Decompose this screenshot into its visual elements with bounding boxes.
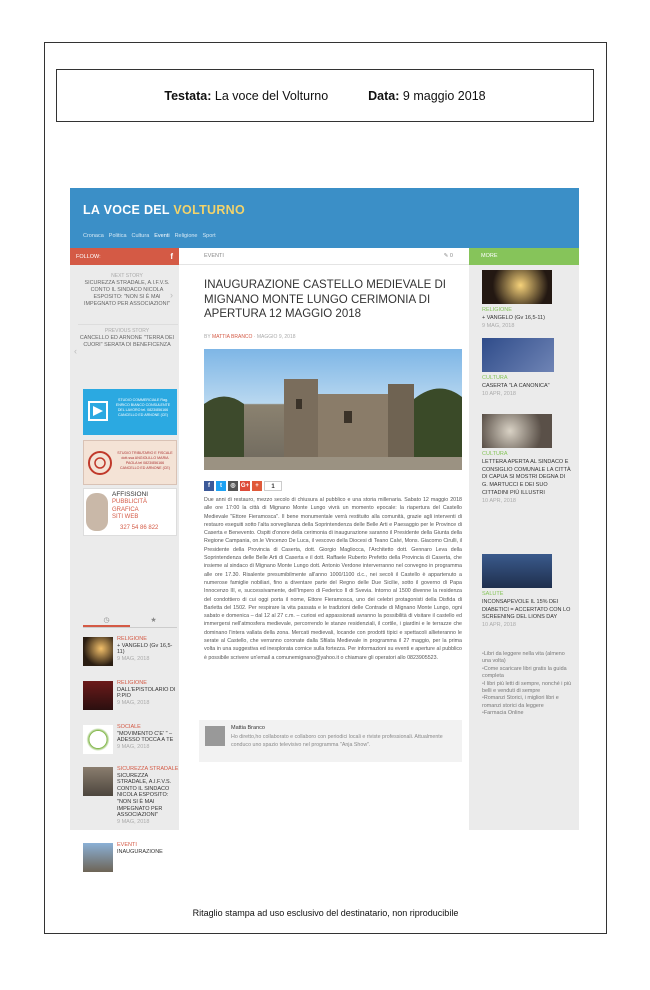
item-category: CULTURA	[482, 451, 508, 457]
article-byline	[204, 334, 296, 340]
list-item[interactable]	[83, 842, 177, 882]
castle-photo	[204, 349, 462, 470]
article-meta-bar	[179, 248, 469, 265]
data-label: Data:	[368, 88, 400, 103]
author-box	[199, 720, 462, 762]
share-bar	[204, 481, 282, 491]
thumbnail	[482, 270, 552, 304]
ad3-title: AFFISSIONI	[112, 491, 149, 498]
thumbnail	[482, 338, 554, 372]
author-bio: Ho diretto,ho collaborato e collaboro con periodici locali e riviste professionali. Attualmente conduco uno spazio televisivo nel programma "Anja Show".	[231, 734, 443, 748]
item-date: 9 MAG, 2018	[117, 655, 150, 662]
item-date: 9 MAG, 2018	[117, 743, 150, 750]
item-category: SALUTE	[482, 591, 504, 597]
sidebar-tabs	[83, 614, 177, 628]
author-name[interactable]: Mattia Branco	[231, 725, 265, 731]
next-story-label: NEXT STORY	[111, 273, 143, 279]
item-date: 9 MAG, 2018	[117, 818, 150, 825]
article-title: INAUGURAZIONE CASTELLO MEDIEVALE DI MIGNANO MONTE LUNGO CERIMONIA DI APERTURA 12 MAGGIO 2018	[204, 279, 446, 320]
item-title: "MOVIMENTO C'E' " – ADESSO TOCCA A TE	[117, 730, 174, 744]
article-column	[179, 248, 469, 830]
byline-date: · MAGGIO 9, 2018	[252, 334, 296, 340]
list-item[interactable]	[482, 338, 572, 398]
item-title: INAUGURAZIONE	[117, 848, 163, 855]
list-item[interactable]	[83, 680, 177, 720]
nav-cultura[interactable]: Cultura	[131, 233, 150, 239]
thumbnail	[83, 637, 113, 666]
ad3-sub2: GRAFICA	[112, 507, 139, 513]
thumbnail	[83, 681, 113, 710]
ad2-text: STUDIO TRIBUTARIO E FISCALE dott.ssa ANGIOLILLO MARIA PAOLA tel 0823/856166 CANCELLO ED ARNONE (CE)	[117, 451, 173, 470]
testata-value: La voce del Volturno	[214, 88, 329, 103]
logo-text-yellow: VOLTURNO	[173, 203, 246, 217]
item-date: 10 APR, 2018	[482, 390, 516, 397]
ad-affissioni[interactable]	[83, 488, 177, 536]
previous-story[interactable]	[78, 328, 176, 349]
right-sidebar	[469, 248, 579, 830]
chevron-right-icon[interactable]: ›	[170, 290, 173, 300]
person-image	[86, 493, 108, 531]
follow-bar	[70, 248, 179, 265]
testata-label: Testata:	[164, 88, 212, 103]
link-item[interactable]: • Come scaricare libri gratis la guida completa	[482, 666, 574, 681]
nav-sport[interactable]: Sport	[202, 233, 216, 239]
item-category: EVENTI	[117, 842, 137, 848]
studio-logo-icon	[87, 400, 109, 422]
tab-recent-icon[interactable]: ◷	[83, 614, 130, 627]
item-category: RELIGIONE	[482, 307, 512, 313]
ad1-text: STUDIO COMMERCIALE Rag. ENRICO BIANCO CONSULENTE DEL LAVORO tel. 0823/856166 CANCELLO ED ARNONE (CE)	[115, 398, 171, 417]
nav-politica[interactable]: Politica	[108, 233, 127, 239]
byline-author[interactable]: MATTIA BRANCO	[211, 334, 253, 340]
previous-story-label: PREVIOUS STORY	[104, 328, 150, 334]
next-story-title: SICUREZZA STRADALE, A.I.F.V.S. CONTO IL SINDACO NICOLA ESPOSITO: "NON SI È MAI IMPEGNATO PER ASSOCIAZIONI"	[84, 280, 170, 307]
item-date: 9 MAG, 2018	[482, 322, 515, 329]
share-count: 1	[264, 481, 282, 491]
ad3-sub3: SITI WEB	[112, 514, 139, 520]
link-item[interactable]: • Romanzi Storici, i migliori libri e romanzi storici da leggere	[482, 695, 574, 710]
item-category: RELIGIONE	[117, 636, 147, 642]
item-title: DALL'EPISTOLARIO DI P.PIO	[117, 686, 176, 700]
next-story[interactable]	[78, 273, 176, 308]
thumbnail	[482, 554, 552, 588]
clipping-footer: Ritaglio stampa ad uso esclusivo del destinatario, non riproducibile	[192, 908, 459, 918]
logo-text-white: LA VOCE DEL	[83, 203, 174, 217]
site-logo[interactable]	[83, 203, 245, 217]
left-sidebar	[70, 248, 179, 855]
item-title: INCONSAPEVOLE IL 15% DEI DIABETICI = ACCERTATO CON LO SCREENING DEL LIONS DAY	[482, 598, 571, 621]
list-item[interactable]	[83, 636, 177, 676]
item-category: RELIGIONE	[117, 680, 147, 686]
item-date: 10 APR, 2018	[482, 622, 516, 629]
nav-eventi[interactable]: Eventi	[154, 233, 170, 239]
list-item[interactable]	[83, 766, 177, 836]
plus-share-icon[interactable]: +	[252, 481, 262, 491]
ad-studio-commerciale[interactable]	[83, 389, 177, 435]
article-body: Due anni di restauro, mezzo secolo di chiusura al pubblico e una storia millenaria. Sabato 12 maggio 2018 alle ore 17:00 la città di Mignano Monte Lungo vivrà un momento epocale: la riapertura del Castello Medievale "Ettore Fieramosca". Il bene monumentale verrà restituito alla comunità, grazie agli interventi di restauro eseguiti sotto l'alta sorveglianza della Soprintendenza delle Belle Arti e Paesaggio per le Province di Caserta e Benevento. Ospiti d'onore della cerimonia di inaugurazione saranno il Presidente della Giunta della Regione Campania, on.le Vincenzo De Luca, il vescovo della Diocesi di Teano Calvi, Mons. Giacomo Cirulli, il Presidente della Provincia di Caserta, dott. Giorgio Magliocca, l'Architetto dott. Gennaro Leva della Soprintendenza delle Belle Arti di Caserta e il dott. Raffaele Ruberto Prefetto della Provincia di Caserta, che insieme al sindaco di Mignano Monte Lungo dott. Antonio Verdone interverranno nel convegno in programma alle ore 17.30. Risalente presumibilmente all'anno 1000/1100 d.c., nei secoli il Castello è appartenuto a numerose famiglie nobiliari, fino a diventare parte del Regno delle Due Sicilie, sotto il governo di Papa Innocenzo III, e, successivamente, dell'Impero di Federico II di Svevia. Intorno al 1500 divenne la residenza del condottiero di cui oggi porta il nome, Ettore Fieramosca, uno dei celebri protagonisti della Disfida di Barletta del 1502. Per respirare la vita passata e le tradizioni delle Contrade di Mignano Monte Lungo, ogni sabato e domenica – dal 12 al 27 c.m. – curiosi ed appassionati avranno la possibilità di visitare il castello ed immergersi nell'atmosfera medievale, percorrendo le stanze residenziali, il cortile, i giardini e le terrazze che dominano l'intera vallata della zona. Mercati medievali, locande con prodotti tipici e spettacoli allieteranno le serate al Castello, che verranno coronate dalla Sfilata Medievale in programma il 27 maggio, per la prima volta in una suggestiva ed inesplorata cornice sulla fortezza. Per informazioni su eventi e aperture al pubblico è possibile scrivere un'email a comunemignano@yahoo.it o chiamare gli operatori allo 0823905523.	[204, 497, 462, 661]
comments-count[interactable]: ✎ 0	[443, 253, 453, 259]
link-item[interactable]: • I libri più letti di sempre, nonché i più belli e venduti di sempre	[482, 681, 574, 696]
data-value: 9 maggio 2018	[402, 88, 486, 103]
item-category: SOCIALE	[117, 724, 141, 730]
ad3-sub1: PUBBLICITÀ	[112, 499, 148, 505]
list-item[interactable]	[83, 724, 177, 764]
webpage-screenshot	[70, 188, 579, 855]
link-item[interactable]: • Farmacia Online	[482, 710, 574, 717]
list-item[interactable]	[482, 554, 572, 630]
follow-label: FOLLOW:	[76, 253, 101, 260]
item-title: SICUREZZA STRADALE, A.I.F.V.S. CONTO IL SINDACO NICOLA ESPOSITO: "NON SI È MAI IMPEGNATO PER ASSOCIAZIONI"	[117, 772, 172, 819]
item-title: + VANGELO (Gv 16,5-11)	[117, 642, 173, 656]
site-header	[70, 188, 579, 248]
item-date: 9 MAG, 2018	[117, 699, 150, 706]
ad3-phone: 327 54 86 822	[120, 525, 159, 531]
list-item[interactable]	[482, 270, 572, 330]
item-date: 10 APR, 2018	[482, 497, 516, 504]
item-category: CULTURA	[482, 375, 508, 381]
thumbnail	[83, 843, 113, 872]
chevron-left-icon[interactable]: ‹	[74, 346, 77, 356]
tab-popular-icon[interactable]: ★	[150, 617, 157, 624]
facebook-share-icon[interactable]: f	[204, 481, 214, 491]
nav-religione[interactable]: Religione	[174, 233, 198, 239]
previous-story-title: CANCELLO ED ARNONE "TERRA DEI CUORI" SERATA DI BENEFICENZA	[79, 335, 175, 348]
more-bar: MORE	[469, 248, 579, 265]
clipping-header	[56, 69, 594, 122]
item-title: CASERTA "LA CANONICA"	[482, 382, 550, 389]
ad-studio-tributario[interactable]	[83, 440, 177, 485]
section-label[interactable]: EVENTI	[204, 253, 224, 259]
twitter-share-icon[interactable]: t	[216, 481, 226, 491]
thumbnail	[482, 414, 552, 448]
email-share-icon[interactable]: ◎	[228, 481, 238, 491]
list-item[interactable]	[482, 414, 572, 506]
byline-prefix: BY	[204, 334, 212, 340]
facebook-icon[interactable]: f	[170, 252, 173, 261]
thumbnail	[83, 767, 113, 796]
thumbnail	[83, 725, 113, 754]
link-list	[482, 651, 574, 718]
tributario-logo-icon	[87, 450, 113, 476]
googleplus-share-icon[interactable]: G+	[240, 483, 250, 489]
nav-cronaca[interactable]: Cronaca	[83, 233, 104, 239]
main-nav	[83, 233, 216, 239]
item-title: LETTERA APERTA AL SINDACO E CONSIGLIO COMUNALE LA CITTÀ DI CAPUA SI MOSTRI DEGNA DI G. MARTUCCI E DEI SUO CITTADINI PIÙ ILLUSTRI	[482, 458, 571, 496]
item-title: + VANGELO (Gv 16,5-11)	[482, 314, 545, 321]
item-category: SICUREZZA STRADALE	[117, 766, 179, 772]
link-item[interactable]: • Libri da leggere nella vita (almeno una volta)	[482, 651, 574, 666]
avatar	[205, 726, 225, 746]
